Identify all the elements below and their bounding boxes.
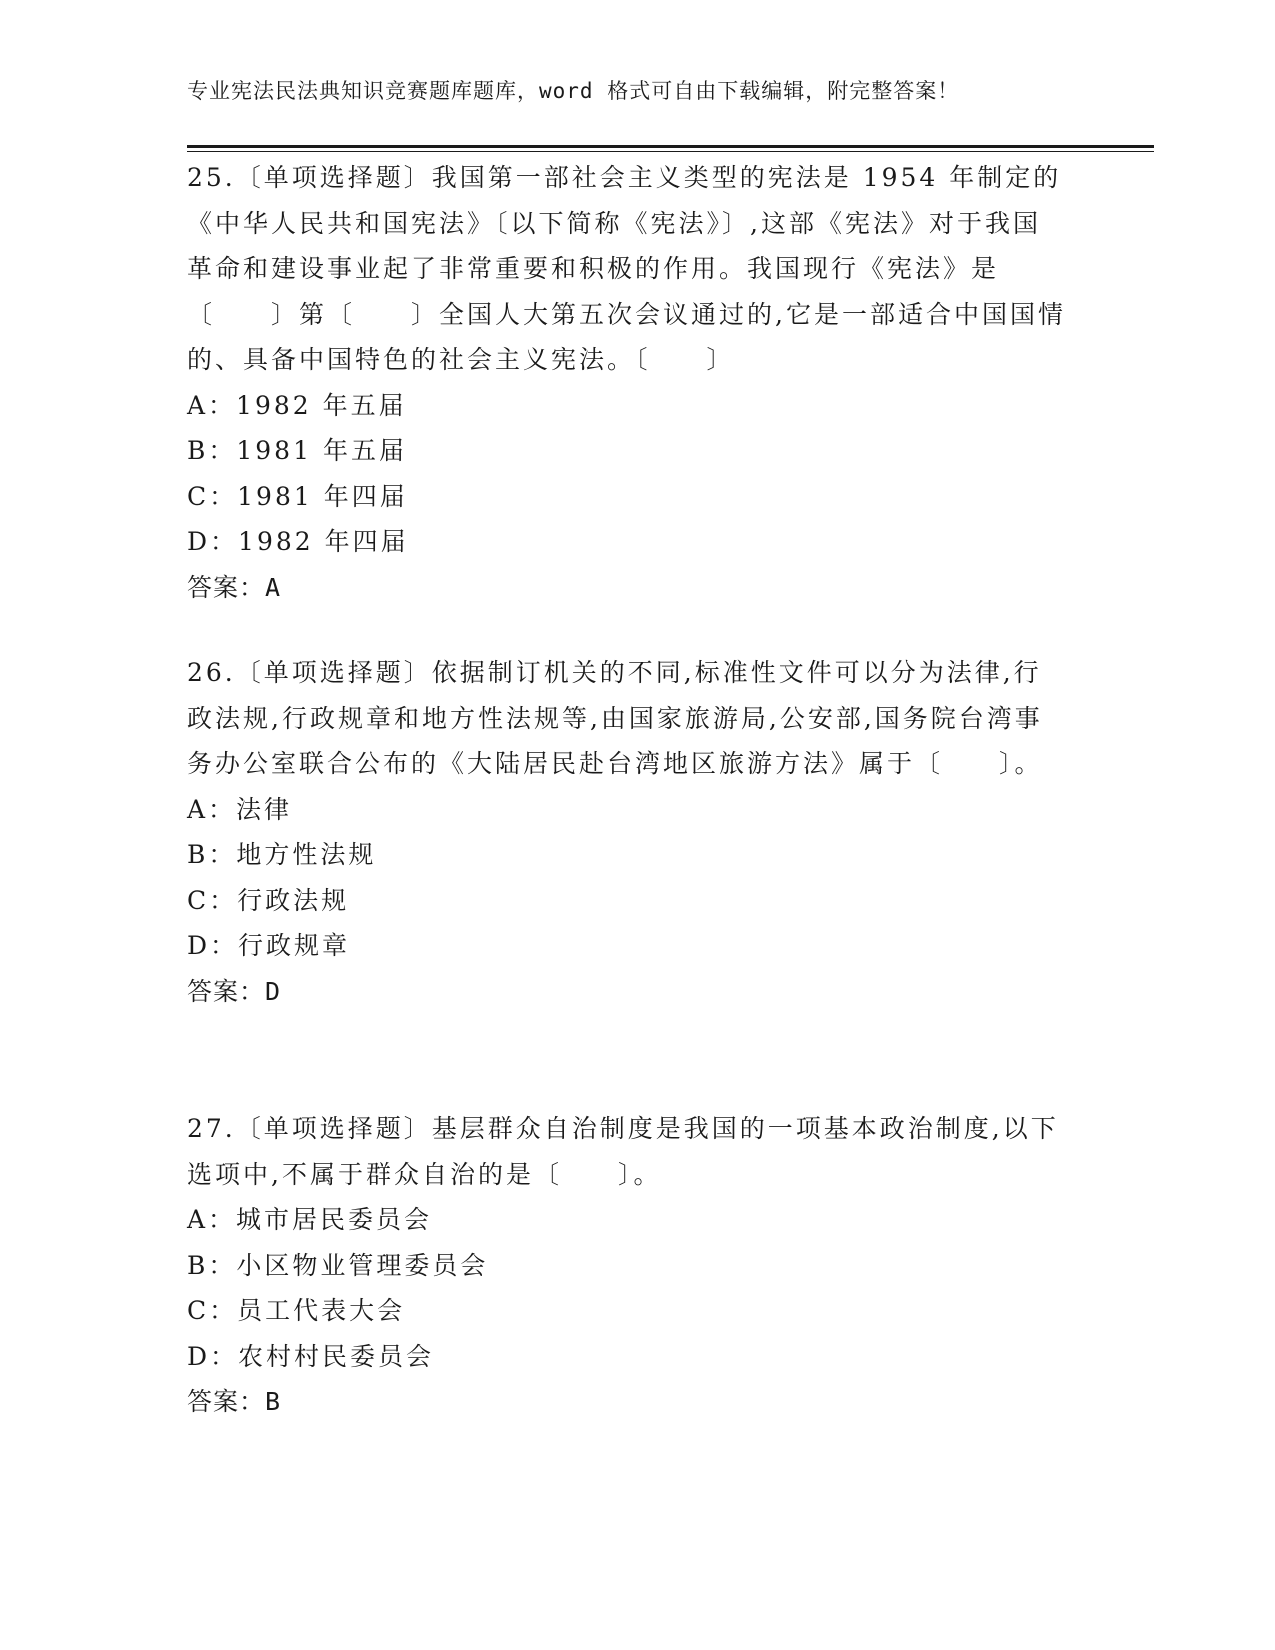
question-stem: 26.〔单项选择题〕依据制订机关的不同,标准性文件可以分为法律,行政法规,行政规章和地方性法规等,由国家旅游局,公安部,国务院台湾事务办公室联合公布的《大陆居民赴台湾地区旅游方法》属于〔 〕。 — [187, 658, 1043, 778]
option-d: D：农村村民委员会 — [187, 1341, 435, 1371]
option-d: D：行政规章 — [187, 931, 351, 960]
answer-line — [187, 565, 1067, 611]
option-a: A：1982 年五届 — [187, 390, 407, 420]
option-b: B：1981 年五届 — [187, 436, 407, 465]
option-c: C：员工代表大会 — [187, 1296, 406, 1325]
answer-label: 答案： — [187, 1387, 266, 1416]
page-header: 专业宪法民法典知识竞赛题库题库，word 格式可自由下载编辑，附完整答案！ — [187, 79, 960, 103]
header-rule-thin — [187, 151, 1154, 152]
option-c: C：行政法规 — [187, 885, 350, 915]
answer-value: B — [265, 1387, 282, 1416]
question-25 — [187, 155, 1067, 610]
answer-value: D — [265, 976, 282, 1006]
answer-line — [187, 1379, 1067, 1425]
question-stem: 27.〔单项选择题〕基层群众自治制度是我国的一项基本政治制度,以下选项中,不属于群众自治的是〔 〕。 — [187, 1114, 1059, 1189]
header-rule-thick — [187, 145, 1154, 148]
answer-label: 答案： — [187, 976, 266, 1006]
option-a: A：城市居民委员会 — [187, 1205, 433, 1234]
answer-line — [187, 969, 1067, 1015]
option-b: B：地方性法规 — [187, 840, 377, 869]
answer-value: A — [265, 572, 282, 602]
option-d: D：1982 年四届 — [187, 527, 409, 556]
question-stem: 25.〔单项选择题〕我国第一部社会主义类型的宪法是 1954 年制定的《中华人民共和国宪法》〔以下简称《宪法》〕,这部《宪法》对于我国革命和建设事业起了非常重要和积极的作用。我国现行《宪法》是〔 〕第〔 〕全国人大第五次会议通过的,它是一部适合中国国情的、具备中国特色的社会主义宪法。〔 〕 — [187, 163, 1066, 374]
option-a: A：法律 — [187, 794, 293, 824]
question-27 — [187, 1106, 1067, 1425]
question-26 — [187, 650, 1067, 1014]
answer-label: 答案： — [187, 572, 266, 602]
option-c: C：1981 年四届 — [187, 481, 408, 511]
option-b: B：小区物业管理委员会 — [187, 1250, 489, 1280]
